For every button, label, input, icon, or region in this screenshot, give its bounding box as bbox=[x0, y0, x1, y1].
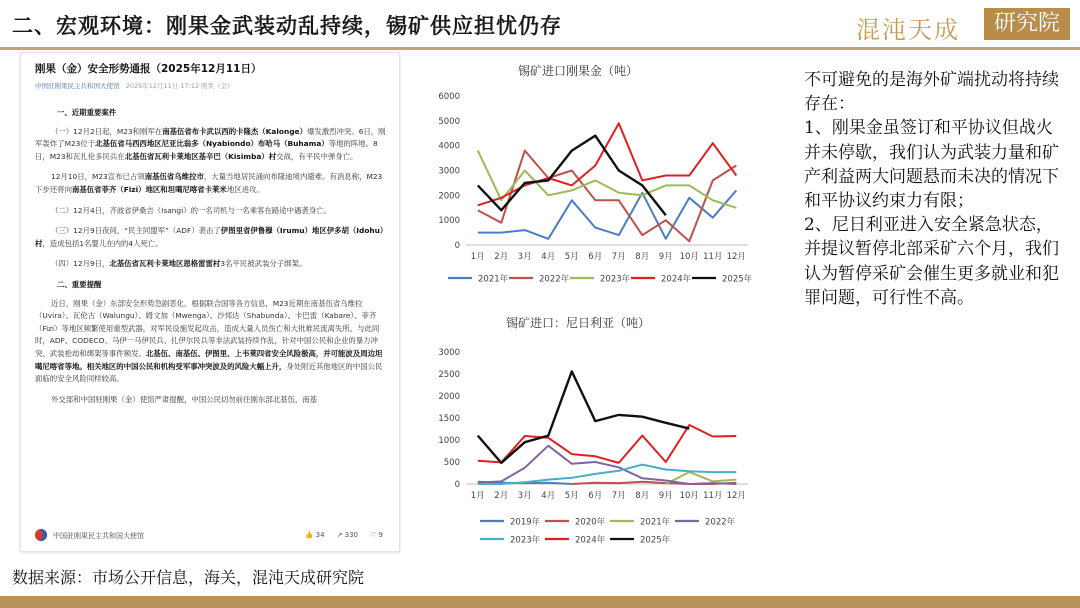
analysis-point-2: 2、尼日利亚进入安全紧急状态，并提议暂停北部采矿六个月，我们认为暂停采矿会催生更多就业和犯罪问题，可行性不高。 bbox=[804, 215, 1059, 308]
chart-svg bbox=[412, 60, 772, 292]
data-source: 数据来源：市场公开信息，海关，混沌天成研究院 bbox=[12, 568, 365, 587]
chart-title: 锡矿进口刚果金（吨） bbox=[518, 64, 639, 78]
series-line-2022年 bbox=[478, 446, 737, 484]
company-logo bbox=[856, 6, 1070, 42]
x-tick-label: 8月 bbox=[635, 252, 650, 262]
slide-header bbox=[0, 0, 1080, 48]
x-tick-label: 1月 bbox=[470, 491, 485, 501]
x-tick-label: 11月 bbox=[703, 491, 723, 501]
article-meta-source[interactable]: 中国驻刚果民主共和国大使馆 bbox=[35, 82, 120, 90]
x-tick-label: 1月 bbox=[470, 252, 485, 262]
logo-text: 混沌天成 bbox=[856, 16, 960, 44]
legend-label: 2020年 bbox=[575, 517, 606, 528]
y-tick-label: 2000 bbox=[438, 191, 460, 202]
legend-label: 2025年 bbox=[722, 274, 753, 285]
article-body bbox=[35, 101, 387, 414]
article-paragraph: 外交部和中国驻刚果（金）使馆严肃提醒，中国公民切勿前往刚东部北基伍、南基 bbox=[51, 394, 318, 404]
y-tick-label: 3000 bbox=[438, 166, 460, 177]
y-tick-label: 2000 bbox=[438, 392, 460, 402]
legend-label: 2024年 bbox=[661, 274, 692, 285]
y-tick-label: 1000 bbox=[438, 436, 460, 446]
x-tick-label: 10月 bbox=[679, 491, 699, 501]
x-tick-label: 7月 bbox=[611, 491, 626, 501]
y-tick-label: 1000 bbox=[438, 216, 460, 227]
legend-label: 2021年 bbox=[478, 274, 509, 285]
y-tick-label: 500 bbox=[443, 458, 460, 468]
footer-stats bbox=[295, 531, 383, 539]
series-line-2023年 bbox=[478, 151, 737, 208]
x-tick-label: 7月 bbox=[611, 252, 626, 262]
chart-congo-imports bbox=[412, 60, 772, 292]
article-paragraph: （四）12月9日，北基伍省瓦利卡莱地区恩格雷雷村3名平民被武装分子绑架。 bbox=[51, 259, 307, 269]
analysis-point-1: 1、刚果金虽签订和平协议但战火并未停歇，我们认为武装力量和矿产利益两大问题悬而未决的情况下和平协议约束力有限； bbox=[804, 118, 1059, 212]
legend-label: 2021年 bbox=[640, 517, 671, 528]
article-meta-time: 2025年12月11日 17:12 刚果（金） bbox=[125, 82, 234, 90]
like-count: 34 bbox=[315, 531, 325, 539]
y-tick-label: 0 bbox=[454, 480, 460, 490]
like-icon[interactable]: 👍 bbox=[304, 531, 314, 539]
legend-label: 2023年 bbox=[600, 274, 631, 285]
footer-bar bbox=[0, 596, 1080, 608]
logo-box: 研究院 bbox=[984, 8, 1070, 40]
x-tick-label: 10月 bbox=[679, 252, 699, 262]
x-tick-label: 4月 bbox=[541, 491, 556, 501]
x-tick-label: 3月 bbox=[517, 252, 532, 262]
article-paragraph: （一）12月2日起，M23和刚军在南基伍省布卡武以西的卡隆杰（Kalonge）爆发激烈冲突。6日，刚军轰炸了M23位于北基伍省马西西地区尼亚比翁多（Nyabiondo）布哈马（Buhama）等地的阵地。8日，M23和瓦扎伦多民兵在北基伍省瓦利卡莱地区基辛巴（Kisimba）村交战，有平民中弹身亡。 bbox=[35, 126, 386, 161]
analysis-text bbox=[804, 68, 1066, 310]
x-tick-label: 5月 bbox=[564, 252, 579, 262]
x-tick-label: 6月 bbox=[588, 252, 603, 262]
x-tick-label: 9月 bbox=[658, 252, 673, 262]
legend-label: 2024年 bbox=[575, 535, 606, 546]
x-tick-label: 4月 bbox=[541, 252, 556, 262]
y-tick-label: 3000 bbox=[438, 348, 460, 358]
article-paragraph: 12月10日，M23宣布已占领南基伍省乌维拉市，大量当地居民涌向布隆迪境内避难。有消息称，M23下步还将向南基伍省菲齐（Fizi）地区和坦噶尼喀省卡莱米地区进攻。 bbox=[35, 172, 383, 194]
series-line-2025年 bbox=[478, 371, 690, 463]
x-tick-label: 2月 bbox=[494, 252, 509, 262]
article-paragraph: （三）12月9日夜间，“民主同盟军”（ADF）袭击了伊图里省伊鲁穆（Irumu）地区伊多胡（Idohu）村，造成包括1名婴儿在内的4人死亡。 bbox=[35, 226, 384, 248]
y-tick-label: 2500 bbox=[438, 370, 460, 380]
share-count: 330 bbox=[344, 531, 359, 539]
heart-icon[interactable]: ♡ bbox=[370, 531, 377, 539]
embassy-avatar[interactable] bbox=[35, 529, 47, 541]
analysis-intro: 不可避免的是海外矿端扰动将持续存在： bbox=[804, 70, 1059, 115]
x-tick-label: 5月 bbox=[564, 491, 579, 501]
article-title: 刚果（金）安全形势通报（2025年12月11日） bbox=[35, 63, 262, 75]
chart-title: 锡矿进口：尼日利亚（吨） bbox=[506, 316, 651, 330]
y-tick-label: 4000 bbox=[438, 141, 460, 152]
article-footer bbox=[31, 525, 389, 547]
x-tick-label: 11月 bbox=[703, 252, 723, 262]
footer-source[interactable]: 中国驻刚果民主共和国大使馆 bbox=[53, 532, 144, 540]
legend-label: 2022年 bbox=[705, 517, 736, 528]
x-tick-label: 6月 bbox=[588, 491, 603, 501]
x-tick-label: 2月 bbox=[494, 491, 509, 501]
section-heading: 一、近期重要案件 bbox=[57, 108, 117, 117]
series-line-2021年 bbox=[478, 190, 737, 238]
article-screenshot bbox=[20, 52, 400, 552]
share-icon[interactable]: ↗ bbox=[336, 531, 343, 539]
y-tick-label: 1500 bbox=[438, 414, 460, 424]
x-tick-label: 3月 bbox=[517, 491, 532, 501]
x-tick-label: 8月 bbox=[635, 491, 650, 501]
chart-svg bbox=[412, 312, 772, 554]
x-tick-label: 12月 bbox=[726, 491, 746, 501]
section-heading: 二、重要提醒 bbox=[57, 279, 102, 289]
heart-count: 9 bbox=[378, 531, 383, 539]
article-paragraph: （二）12月4日，齐波省伊桑吉（Isangi）的一名司机与一名乘客在路途中遇袭身亡。 bbox=[51, 205, 331, 215]
legend-label: 2022年 bbox=[539, 274, 570, 285]
chart-nigeria-imports bbox=[412, 312, 772, 554]
y-tick-label: 5000 bbox=[438, 116, 460, 127]
legend-label: 2019年 bbox=[510, 517, 541, 528]
series-line-2024年 bbox=[478, 425, 737, 463]
article-meta bbox=[35, 81, 234, 90]
legend-label: 2023年 bbox=[510, 535, 541, 546]
x-tick-label: 9月 bbox=[658, 491, 673, 501]
y-tick-label: 6000 bbox=[438, 92, 460, 102]
article-paragraph: 近日，刚果（金）东部安全形势急剧恶化。根据联合国等各方信息，M23近期在南基伍省乌维拉（Uvira）、瓦伦古（Walungu）、姆文加（Mwenga）、沙邦达（Shabunda）、卡巴雷（Kabare）、菲齐（Fizi）等地区频繁使用重型武器，对军民设施发起攻击，造成大量人员伤亡和大批难民流离失所。与此同时，ADF、CODECO、马伊一马伊民兵、扎伊尔民兵等非法武装持续作乱，针对中国公民和企业的暴力冲突、武装抢劫和绑架等事件频发。北基伍、南基伍、伊图里、上韦莱四省安全风险极高，并可能波及周边坦噶尼喀省等地。相关地区的中国公民和机构受军事冲突波及的风险大幅上升，身处附近其他地区的中国公民面临的安全风险同样较高。 bbox=[35, 298, 383, 384]
legend-label: 2025年 bbox=[640, 535, 671, 546]
slide-title: 二、宏观环境：刚果金武装动乱持续，锡矿供应担忧仍存 bbox=[12, 13, 562, 38]
header-divider bbox=[0, 47, 1080, 50]
x-tick-label: 12月 bbox=[726, 252, 746, 262]
y-tick-label: 0 bbox=[454, 241, 460, 251]
